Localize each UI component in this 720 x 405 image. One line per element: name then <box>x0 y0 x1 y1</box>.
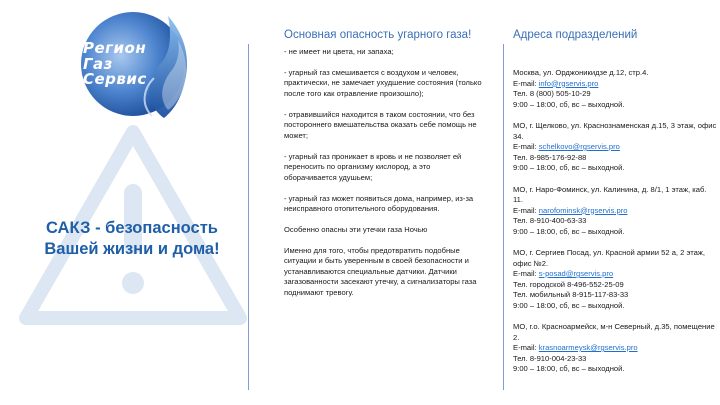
logo-line-3: Сервис <box>83 70 147 88</box>
office-phone: Тел. 8-910-004-23-33 <box>513 353 587 363</box>
office-entry <box>513 68 718 110</box>
hazard-paragraph: Именно для того, чтобы предотвратить подобные ситуации и быть уверенным в своей безопасности и устанавливаются специальные датчики. Датчики загазованности засекают утечку, а сигнализаторы газа поднимают тревогу. <box>284 245 477 297</box>
office-phone: Тел. 8 (800) 505-10-29 <box>513 89 591 98</box>
office-address: МО, г. Сергиев Посад, ул. Красной армии 52 а, 2 этаж, офис №2. <box>513 248 708 268</box>
office-email-row <box>513 343 718 354</box>
office-entry <box>513 121 718 174</box>
safety-slogan <box>16 218 248 260</box>
hazards-title: Основная опасность угарного газа! <box>284 29 472 41</box>
hazard-paragraph: - угарный газ смешивается с воздухом и человек, практически, не замечает ухудшение состояния (только после того как отравление произошло); <box>284 67 482 98</box>
email-label: E-mail: <box>513 142 539 151</box>
hazards-list <box>284 47 484 309</box>
logo-line-2: Газ <box>83 54 113 73</box>
office-phone: Тел. мобильный 8-915-117-83-33 <box>513 290 629 299</box>
slogan-line-1: САКЗ - безопасность <box>46 219 218 237</box>
office-phone: Тел. 8-985-176-92-88 <box>513 152 587 162</box>
email-label: E-mail: <box>513 78 539 88</box>
hazard-paragraph: - угарный газ может появиться дома, например, из-за неисправного отопительного оборудования. <box>284 193 474 214</box>
office-email-row <box>513 142 718 153</box>
office-hours: 9:00 – 18:00, сб, вс – выходной. <box>513 226 625 236</box>
office-email-row <box>513 269 718 280</box>
hazard-paragraph: - угарный газ проникает в кровь и не позволяет ей переносить по организму кислород, а это оборачивается удушьем; <box>284 151 462 182</box>
column-divider-left <box>248 44 249 390</box>
hazard-paragraph: - не имеет ни цвета, ни запаха; <box>284 47 394 56</box>
office-email-link[interactable]: s-posad@rgservis.pro <box>538 269 614 278</box>
office-phone: Тел. городской 8-496-552-25-09 <box>513 279 624 289</box>
office-hours: 9:00 – 18:00, сб, вс – выходной. <box>513 300 625 310</box>
office-address: МО, г. Наро-Фоминск, ул. Калинина, д. 8/1, 1 этаж, каб. 11. <box>513 184 709 204</box>
office-entry <box>513 322 718 375</box>
office-hours: 9:00 – 18:00, сб, вс – выходной. <box>513 364 625 373</box>
office-address: МО, г. Щелково, ул. Краснознаменская д.15, 3 этаж, офис 34. <box>513 121 719 141</box>
offices-title: Адреса подразделений <box>513 29 638 41</box>
hazard-paragraph: - отравившийся находится в таком состоянии, что без постороннего вмешательства оказать себе помощь не может; <box>284 109 477 140</box>
office-entry <box>513 248 718 311</box>
office-address: Москва, ул. Орджоникидзе д.12, стр.4. <box>513 68 649 77</box>
office-email-link[interactable]: krasnoarmeysk@rgservis.pro <box>538 343 638 352</box>
office-address: МО, г.о. Красноармейск, м-н Северный, д.35, помещение 2. <box>513 322 717 342</box>
hazard-paragraph: Особенно опасны эти утечки газа Ночью <box>284 224 428 234</box>
office-phone: Тел. 8-910-400-63-33 <box>513 216 587 225</box>
offices-list <box>513 68 718 386</box>
slogan-line-2: Вашей жизни и дома! <box>44 240 220 258</box>
office-email-row <box>513 79 718 90</box>
logo-wordmark <box>83 41 147 88</box>
office-email-link[interactable]: info@rgservis.pro <box>538 78 599 88</box>
logo-line-1: Регион <box>83 39 147 57</box>
email-label: E-mail: <box>513 205 539 215</box>
email-label: E-mail: <box>513 269 539 278</box>
office-entry <box>513 185 718 238</box>
office-email-row <box>513 206 718 217</box>
email-label: E-mail: <box>513 343 539 352</box>
office-email-link[interactable]: narofominsk@rgservis.pro <box>538 205 628 215</box>
office-hours: 9:00 – 18:00, сб, вс – выходной. <box>513 99 625 109</box>
office-email-link[interactable]: schelkovo@rgservis.pro <box>538 142 620 151</box>
office-hours: 9:00 – 18:00, сб, вс – выходной. <box>513 163 625 172</box>
column-divider-right <box>503 44 504 390</box>
